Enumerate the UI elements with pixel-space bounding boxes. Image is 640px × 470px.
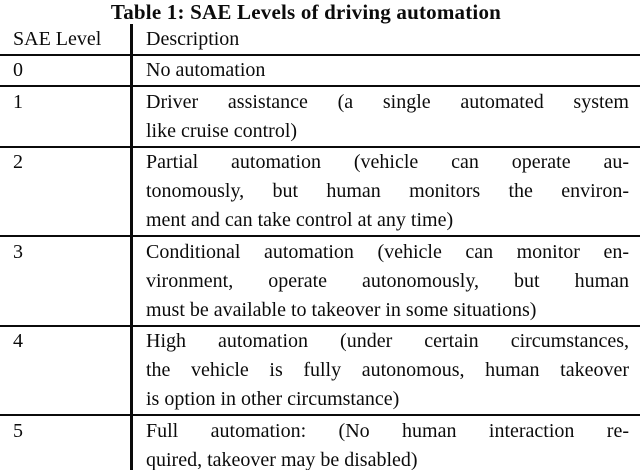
- description-cell: [130, 56, 640, 86]
- description-line: is option in other circumstance): [146, 388, 400, 410]
- description-line: quired, takeover may be disabled): [146, 448, 418, 470]
- sae-level-cell: 2: [13, 151, 23, 173]
- column-header-description: Description: [130, 24, 640, 54]
- description-cell: [130, 327, 640, 415]
- description-line: the vehicle is fully autonomous, human takeover: [146, 359, 629, 381]
- description-line: vironment, operate autonomously, but human: [146, 269, 629, 292]
- sae-level-cell: 5: [13, 419, 23, 442]
- description-line: Full automation: (No human interaction re-: [146, 419, 629, 442]
- table-row: [0, 416, 640, 470]
- description-cell: [130, 87, 640, 146]
- table-caption: Table 1: SAE Levels of driving automation: [110, 0, 502, 24]
- table-row: [0, 327, 640, 417]
- sae-level-cell: 0: [13, 59, 23, 81]
- description-line: like cruise control): [146, 119, 298, 142]
- sae-levels-table: [0, 24, 640, 470]
- description-line: Conditional automation (vehicle can monitor en-: [146, 240, 629, 263]
- sae-level-cell: 1: [13, 90, 23, 113]
- table-header-row: [0, 24, 640, 56]
- column-header-sae-level: SAE Level: [13, 27, 102, 50]
- description-line: tonomously, but human monitors the environ-: [146, 180, 629, 202]
- description-line: must be available to takeover in some situations): [146, 298, 537, 321]
- table-row: [0, 87, 640, 148]
- description-cell: [130, 237, 640, 325]
- description-line: High automation (under certain circumstances,: [146, 330, 629, 352]
- description-line: Partial automation (vehicle can operate au-: [146, 151, 629, 173]
- sae-level-cell: 3: [13, 240, 23, 263]
- sae-level-cell: 4: [13, 330, 23, 352]
- description-cell: [130, 416, 640, 470]
- description-cell: [130, 148, 640, 236]
- table-row: [0, 148, 640, 238]
- table-body: [0, 56, 640, 470]
- description-line: Driver assistance (a single automated system: [146, 90, 629, 113]
- table-row: [0, 237, 640, 327]
- table-row: [0, 56, 640, 88]
- description-line: No automation: [146, 59, 266, 81]
- description-line: ment and can take control at any time): [146, 209, 454, 231]
